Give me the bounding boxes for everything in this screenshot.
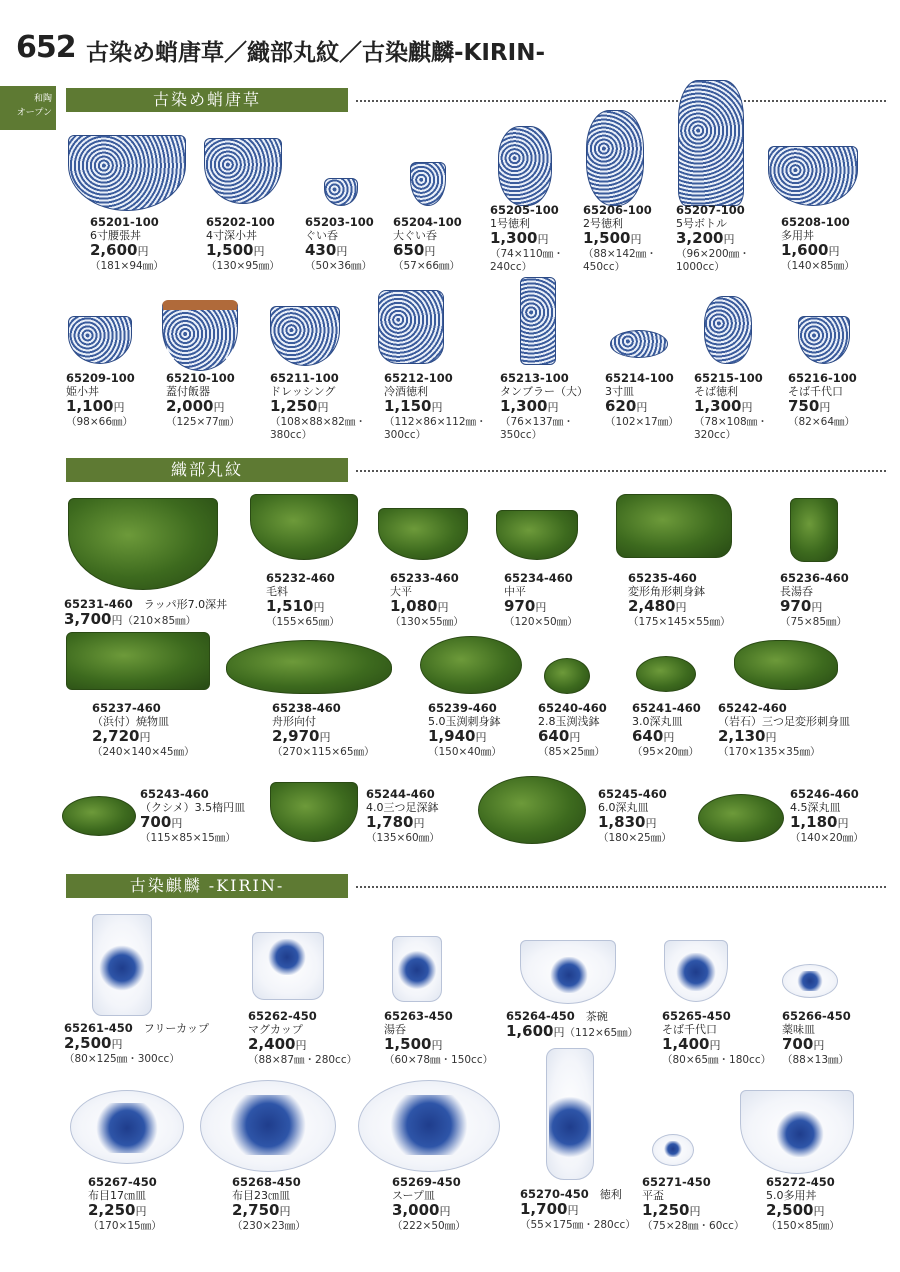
product-image (68, 316, 132, 364)
product-image (252, 932, 324, 1000)
product-code: 65233-460 (390, 571, 459, 585)
product-65211-100 (270, 372, 366, 442)
product-code: 65211-100 (270, 371, 339, 385)
product-65209-100 (66, 372, 135, 429)
product-65271-450 (642, 1176, 744, 1233)
product-name: ラッパ形7.0深丼 (143, 598, 228, 611)
product-65206-100 (583, 204, 657, 274)
product-price: 2,500円 (766, 1201, 825, 1219)
product-code: 65237-460 (92, 701, 161, 715)
product-size: （210×85㎜） (122, 615, 197, 627)
product-size: （96×200㎜・ (676, 248, 750, 260)
product-price: 700円 (140, 813, 183, 831)
product-size: （130×55㎜） (390, 616, 464, 628)
product-price: 1,080円 (390, 597, 449, 615)
product-price: 1,600円 (506, 1022, 565, 1040)
product-image (496, 510, 578, 560)
product-65203-100 (305, 216, 374, 273)
product-code: 65262-450 (248, 1009, 317, 1023)
product-image (678, 80, 744, 206)
product-65266-450 (782, 1010, 851, 1067)
product-name: 蓋付飯器 (166, 385, 210, 398)
product-name: （岩石）三つ足変形刺身皿 (718, 715, 850, 728)
product-image (62, 796, 136, 836)
product-name: 冷酒徳利 (384, 385, 428, 398)
product-price: 2,000円 (166, 397, 225, 415)
product-65246-460 (790, 788, 864, 845)
product-name: 5.0多用丼 (766, 1189, 817, 1202)
product-name: 薬味皿 (782, 1023, 815, 1036)
product-price: 1,150円 (384, 397, 443, 415)
product-65240-460 (538, 702, 607, 759)
product-code: 65234-460 (504, 571, 573, 585)
product-image (270, 782, 358, 842)
product-price: 620円 (605, 397, 648, 415)
product-size: （180×25㎜） (598, 832, 672, 844)
product-size: 380cc） (270, 429, 313, 441)
product-size: （120×50㎜） (504, 616, 578, 628)
product-code: 65210-100 (166, 371, 235, 385)
product-size: （170×135×35㎜） (718, 746, 821, 758)
product-price: 3,700円 (64, 610, 123, 628)
product-name: 多用丼 (781, 229, 814, 242)
product-code: 65206-100 (583, 203, 652, 217)
product-price: 1,250円 (642, 1201, 701, 1219)
product-code: 65238-460 (272, 701, 341, 715)
product-price: 1,300円 (694, 397, 753, 415)
product-image (226, 640, 392, 694)
product-name: 5号ボトル (676, 217, 727, 230)
product-65268-450 (232, 1176, 306, 1233)
product-size: （82×64㎜） (788, 416, 856, 428)
product-code: 65246-460 (790, 787, 859, 801)
product-size: （240×140×45㎜） (92, 746, 195, 758)
product-name: 4寸深小丼 (206, 229, 257, 242)
product-65245-460 (598, 788, 672, 845)
product-image (270, 306, 340, 366)
product-name: 6寸腰張丼 (90, 229, 141, 242)
product-code: 65265-450 (662, 1009, 731, 1023)
section-divider (356, 470, 886, 472)
product-size: （181×94㎜） (90, 260, 164, 272)
product-image (782, 964, 838, 998)
product-code: 65245-460 (598, 787, 667, 801)
product-price: 2,480円 (628, 597, 687, 615)
product-name: ぐい呑 (305, 229, 338, 242)
product-size: （76×137㎜・ (500, 416, 574, 428)
product-price: 2,130円 (718, 727, 777, 745)
product-code: 65235-460 (628, 571, 697, 585)
product-code: 65242-460 (718, 701, 787, 715)
product-65265-450 (662, 1010, 771, 1067)
product-price: 1,780円 (366, 813, 425, 831)
product-size: 350cc） (500, 429, 543, 441)
product-price: 1,700円 (520, 1200, 579, 1218)
product-name: 2.8玉渕浅鉢 (538, 715, 600, 728)
product-price: 1,300円 (490, 229, 549, 247)
product-65267-450 (88, 1176, 162, 1233)
product-65262-450 (248, 1010, 357, 1067)
product-size: （55×175㎜・280cc） (520, 1219, 636, 1231)
product-size: （140×85㎜） (781, 260, 855, 272)
product-name: 茶碗 (585, 1010, 608, 1023)
section-title-kirin: 古染麒麟 -KIRIN- (66, 874, 348, 898)
product-image (652, 1134, 694, 1166)
product-code: 65236-460 (780, 571, 849, 585)
product-image (734, 640, 838, 690)
product-code: 65232-460 (266, 571, 335, 585)
product-image (698, 794, 784, 842)
product-name: 布目23㎝皿 (232, 1189, 290, 1202)
product-price: 1,830円 (598, 813, 657, 831)
product-name: 4.0三つ足深鉢 (366, 801, 439, 814)
product-65239-460 (428, 702, 502, 759)
product-size: 300cc） (384, 429, 427, 441)
product-name: フリーカップ (143, 1022, 210, 1035)
product-size: （80×125㎜・300cc） (64, 1053, 180, 1065)
product-price: 1,500円 (583, 229, 642, 247)
product-65237-460 (92, 702, 195, 759)
product-price: 2,500円 (64, 1034, 123, 1052)
product-price: 1,180円 (790, 813, 849, 831)
product-code: 65213-100 (500, 371, 569, 385)
product-size: 450cc） (583, 261, 626, 273)
product-size: （222×50㎜） (392, 1220, 466, 1232)
product-image (204, 138, 282, 204)
product-65215-100 (694, 372, 768, 442)
product-code: 65261-450 (64, 1021, 133, 1035)
product-65216-100 (788, 372, 857, 429)
product-code: 65214-100 (605, 371, 674, 385)
product-name: そば徳利 (694, 385, 738, 398)
product-image (378, 508, 468, 560)
product-size: （112×65㎜） (564, 1027, 639, 1039)
product-price: 2,970円 (272, 727, 331, 745)
section-divider (356, 886, 886, 888)
product-name: 姫小丼 (66, 385, 99, 398)
product-image (790, 498, 838, 562)
product-image (66, 632, 210, 690)
product-name: 中平 (504, 585, 526, 598)
product-65204-100 (393, 216, 462, 273)
product-65269-450 (392, 1176, 466, 1233)
product-code: 65270-450 (520, 1187, 589, 1201)
product-size: （60×78㎜・150cc） (384, 1054, 494, 1066)
section-divider (356, 100, 886, 102)
product-65213-100 (500, 372, 588, 442)
product-code: 65202-100 (206, 215, 275, 229)
product-size: （175×145×55㎜） (628, 616, 731, 628)
product-65208-100 (781, 216, 855, 273)
product-65243-460 (140, 788, 245, 845)
product-name: 変形角形刺身鉢 (628, 585, 705, 598)
product-price: 1,100円 (66, 397, 125, 415)
product-size: （88×87㎜・280cc） (248, 1054, 358, 1066)
product-price: 970円 (504, 597, 547, 615)
product-size: （230×23㎜） (232, 1220, 306, 1232)
product-image (610, 330, 668, 358)
product-65212-100 (384, 372, 487, 442)
product-image (392, 936, 442, 1002)
product-name: 6.0深丸皿 (598, 801, 649, 814)
product-name: マグカップ (248, 1023, 303, 1036)
product-65234-460 (504, 572, 578, 629)
product-65236-460 (780, 572, 849, 629)
product-image (478, 776, 586, 844)
product-code: 65272-450 (766, 1175, 835, 1189)
product-65235-460 (628, 572, 731, 629)
product-65232-460 (266, 572, 340, 629)
product-size: （75×28㎜・60cc） (642, 1220, 745, 1232)
page-title: 古染め蛸唐草／織部丸紋／古染麒麟-KIRIN- (86, 40, 545, 66)
product-code: 65239-460 (428, 701, 497, 715)
product-price: 700円 (782, 1035, 825, 1053)
product-price: 640円 (538, 727, 581, 745)
product-name: 平盃 (642, 1189, 664, 1202)
product-image (70, 1090, 184, 1164)
product-size: （88×142㎜・ (583, 248, 657, 260)
product-code: 65231-460 (64, 597, 133, 611)
product-name: 大平 (390, 585, 412, 598)
product-name: そば千代口 (662, 1023, 717, 1036)
product-price: 1,300円 (500, 397, 559, 415)
product-price: 1,600円 (781, 241, 840, 259)
product-code: 65203-100 (305, 215, 374, 229)
product-size: （95×20㎜） (632, 746, 700, 758)
product-name: （浜付）焼物皿 (92, 715, 169, 728)
product-65244-460 (366, 788, 440, 845)
product-size: 320cc） (694, 429, 737, 441)
product-code: 65269-450 (392, 1175, 461, 1189)
product-code: 65208-100 (781, 215, 850, 229)
product-65202-100 (206, 216, 280, 273)
product-image (768, 146, 858, 206)
product-65201-100 (90, 216, 164, 273)
product-65207-100 (676, 204, 750, 274)
product-code: 65207-100 (676, 203, 745, 217)
product-code: 65201-100 (90, 215, 159, 229)
product-code: 65263-450 (384, 1009, 453, 1023)
section-title-oribe: 織部丸紋 (66, 458, 348, 482)
product-price: 430円 (305, 241, 348, 259)
product-65261-450 (64, 1022, 209, 1066)
product-price: 2,750円 (232, 1201, 291, 1219)
product-size: 1000cc） (676, 261, 725, 273)
product-image (664, 940, 728, 1002)
product-price: 750円 (788, 397, 831, 415)
product-size: （130×95㎜） (206, 260, 280, 272)
side-tab-line2: オープン (16, 108, 52, 118)
product-size: （85×25㎜） (538, 746, 606, 758)
product-image (324, 178, 358, 206)
product-price: 1,500円 (384, 1035, 443, 1053)
product-name: （クシメ）3.5楕円皿 (140, 801, 246, 814)
product-size: （57×66㎜） (393, 260, 461, 272)
product-code: 65216-100 (788, 371, 857, 385)
product-image (250, 494, 358, 560)
product-name: 3寸皿 (605, 385, 634, 398)
product-size: （108×88×82㎜・ (270, 416, 366, 428)
product-price: 2,720円 (92, 727, 151, 745)
product-size: （112×86×112㎜・ (384, 416, 487, 428)
product-65205-100 (490, 204, 564, 274)
product-image (498, 126, 552, 206)
product-price: 970円 (780, 597, 823, 615)
product-price: 1,400円 (662, 1035, 721, 1053)
product-image (410, 162, 446, 206)
product-image (740, 1090, 854, 1174)
product-code: 65268-450 (232, 1175, 301, 1189)
product-name: 舟形向付 (272, 715, 316, 728)
product-price: 3,000円 (392, 1201, 451, 1219)
product-price: 1,500円 (206, 241, 265, 259)
product-image (636, 656, 696, 692)
product-image (92, 914, 152, 1016)
product-name: 5.0玉渕刺身鉢 (428, 715, 501, 728)
product-code: 65212-100 (384, 371, 453, 385)
product-name: 湯呑 (384, 1023, 406, 1036)
product-image (798, 316, 850, 364)
product-image (162, 300, 238, 371)
product-image (68, 498, 218, 590)
product-65233-460 (390, 572, 464, 629)
product-image (358, 1080, 500, 1172)
product-size: （50×36㎜） (305, 260, 373, 272)
product-image (68, 135, 186, 211)
product-code: 65266-450 (782, 1009, 851, 1023)
product-image (378, 290, 444, 364)
product-code: 65209-100 (66, 371, 135, 385)
product-price: 650円 (393, 241, 436, 259)
product-size: （78×108㎜・ (694, 416, 768, 428)
product-size: （155×65㎜） (266, 616, 340, 628)
product-price: 1,250円 (270, 397, 329, 415)
product-code: 65267-450 (88, 1175, 157, 1189)
product-name: 2号徳利 (583, 217, 623, 230)
product-size: （115×85×15㎜） (140, 832, 236, 844)
product-size: （150×40㎜） (428, 746, 502, 758)
product-size: （125×77㎜） (166, 416, 240, 428)
product-code: 65241-460 (632, 701, 701, 715)
product-image (520, 277, 556, 365)
product-price: 2,400円 (248, 1035, 307, 1053)
product-name: 大ぐい呑 (393, 229, 437, 242)
product-code: 65244-460 (366, 787, 435, 801)
product-size: （102×17㎜） (605, 416, 679, 428)
product-image (616, 494, 732, 558)
product-65242-460 (718, 702, 850, 759)
product-size: （270×115×65㎜） (272, 746, 375, 758)
product-image (544, 658, 590, 694)
product-size: （88×13㎜） (782, 1054, 850, 1066)
product-size: （98×66㎜） (66, 416, 134, 428)
product-code: 65271-450 (642, 1175, 711, 1189)
section-title-kosome-tako: 古染め蛸唐草 (66, 88, 348, 112)
product-size: （75×85㎜） (780, 616, 848, 628)
product-name: スープ皿 (392, 1189, 435, 1202)
product-65231-460 (64, 598, 227, 629)
product-code: 65264-450 (506, 1009, 575, 1023)
product-size: 240cc） (490, 261, 533, 273)
product-name: そば千代口 (788, 385, 843, 398)
product-price: 2,250円 (88, 1201, 147, 1219)
product-name: 4.5深丸皿 (790, 801, 841, 814)
product-image (704, 296, 752, 364)
product-65238-460 (272, 702, 375, 759)
product-price: 1,510円 (266, 597, 325, 615)
product-code: 65205-100 (490, 203, 559, 217)
product-size: （170×15㎜） (88, 1220, 162, 1232)
product-size: （80×65㎜・180cc） (662, 1054, 772, 1066)
product-image (546, 1048, 594, 1180)
product-price: 640円 (632, 727, 675, 745)
product-name: 長湯呑 (780, 585, 813, 598)
product-size: （140×20㎜） (790, 832, 864, 844)
product-size: （150×85㎜） (766, 1220, 840, 1232)
product-65210-100 (166, 372, 240, 429)
product-name: 徳利 (599, 1188, 622, 1201)
side-tab (0, 86, 56, 130)
product-name: 3.0深丸皿 (632, 715, 683, 728)
product-price: 3,200円 (676, 229, 735, 247)
product-size: （135×60㎜） (366, 832, 440, 844)
product-name: 毛料 (266, 585, 288, 598)
product-size: （74×110㎜・ (490, 248, 564, 260)
product-name: 布目17㎝皿 (88, 1189, 146, 1202)
product-code: 65243-460 (140, 787, 209, 801)
product-image (520, 940, 616, 1004)
product-code: 65204-100 (393, 215, 462, 229)
product-code: 65215-100 (694, 371, 763, 385)
product-price: 1,940円 (428, 727, 487, 745)
product-65264-450 (506, 1010, 638, 1041)
product-65241-460 (632, 702, 701, 759)
product-65272-450 (766, 1176, 840, 1233)
product-name: 1号徳利 (490, 217, 530, 230)
product-image (200, 1080, 336, 1172)
product-price: 2,600円 (90, 241, 149, 259)
product-65263-450 (384, 1010, 493, 1067)
product-image (586, 110, 644, 206)
product-name: ドレッシング (270, 385, 336, 398)
page-number: 652 (16, 30, 76, 65)
product-name: タンブラー（大） (500, 385, 588, 398)
product-image (420, 636, 522, 694)
side-tab-line1: 和陶 (33, 94, 52, 104)
product-65270-450 (520, 1188, 636, 1232)
product-code: 65240-460 (538, 701, 607, 715)
product-65214-100 (605, 372, 679, 429)
